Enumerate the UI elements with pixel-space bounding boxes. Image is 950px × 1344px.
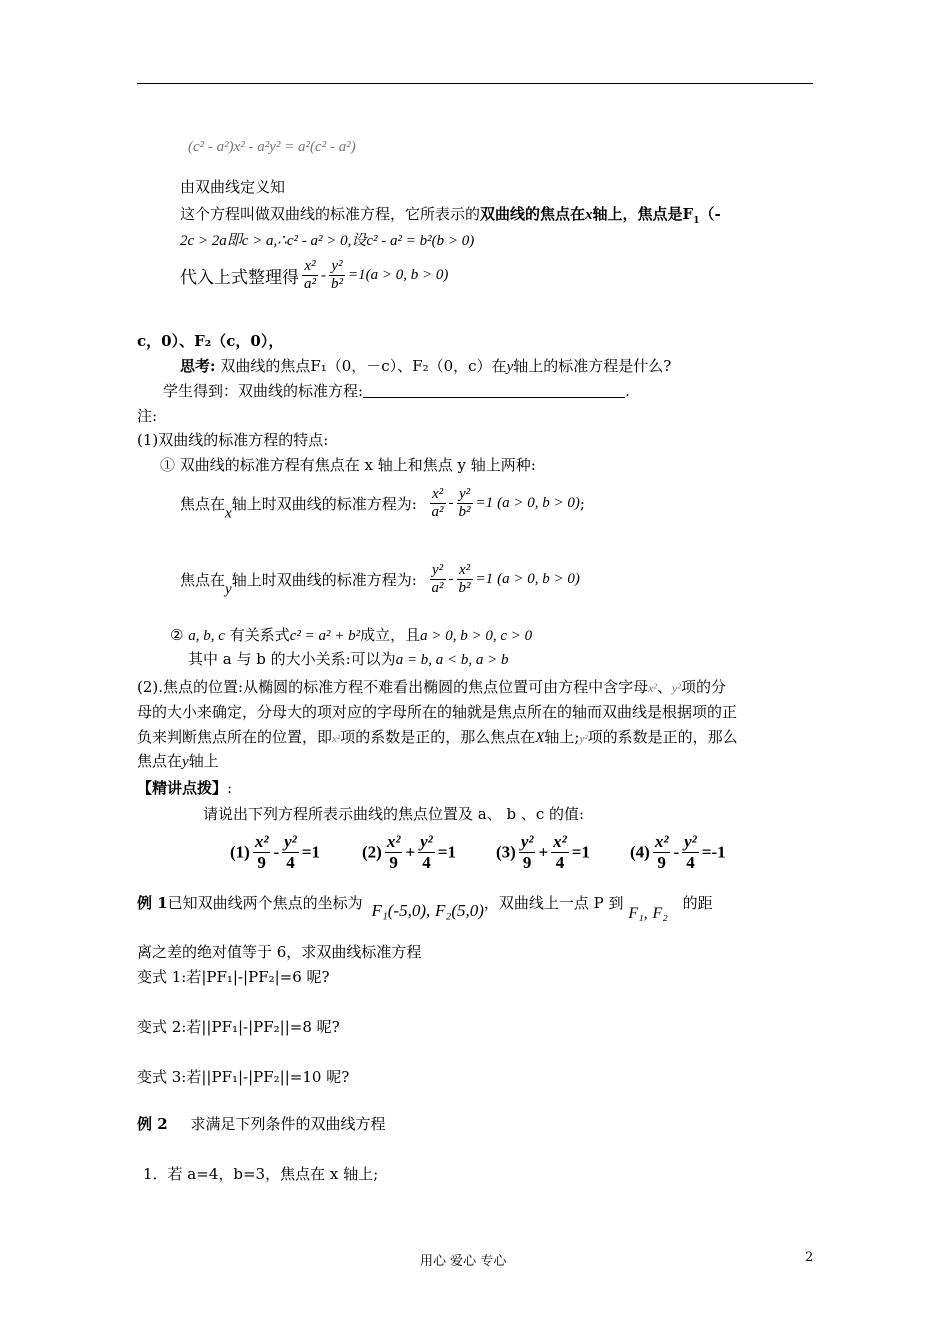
fraction-x2-a2: $\frac{\text{x²}}{\text{a²}}$ [304, 258, 316, 292]
item2b-relation: a = b, a < b, a > b [395, 652, 509, 668]
note2-line3-y: y² [579, 733, 588, 745]
eq-label: (1) [230, 842, 250, 862]
eq-fraction: $\frac{\text{x²}}{9}$ [254, 832, 269, 872]
para-bold3: （- [699, 205, 721, 223]
variant-2: 变式 2:若||PF₁|-|PF₂||=8 呢? [137, 1018, 340, 1036]
think-question [180, 355, 671, 376]
item2-prefix: ② [170, 626, 184, 644]
yfocus-text: 焦点在 [180, 571, 226, 589]
note2-line4-y: y [182, 754, 189, 770]
paragraph-standard-equation [180, 203, 721, 226]
equation-4 [630, 832, 726, 873]
eq-label: (2) [362, 842, 382, 862]
para-text: 这个方程叫做双曲线的标准方程，它所表示的 [180, 205, 481, 223]
eq-fraction: $\frac{\text{y²}}{4}$ [420, 832, 433, 872]
eq-fraction: $\frac{\text{x²}}{9}$ [386, 832, 401, 872]
answer-blank[interactable] [363, 383, 625, 398]
note2-y2: y² [672, 681, 681, 695]
eq-rhs: =1 [301, 842, 320, 862]
example-1-line2: 离之差的绝对值等于 6，求双曲线标准方程 [137, 943, 422, 961]
yfocus-eq: =1 [475, 571, 494, 587]
footer-center: 用心 爱心 专心 [420, 1254, 507, 1269]
note2-line3-x: x² [332, 733, 341, 745]
focus-f2: F₂(5,0) [435, 901, 484, 920]
para-bold2: 轴上，焦点是F [592, 205, 694, 223]
example-1 [137, 892, 713, 923]
note2-line2: 母的大小来确定，分母大的项对应的字母所在的轴就是焦点所在的轴而双曲线是根据项的正 [137, 703, 738, 721]
item2b-text: 其中 a 与 b 的大小关系:可以为 [188, 650, 396, 668]
eq-rhs: =1 [437, 842, 456, 862]
example-2-text: 求满足下列条件的双曲线方程 [190, 1115, 386, 1133]
note2-line3-b: 项的系数是正的，那么焦点在 [340, 728, 536, 746]
eq-label: (4) [630, 842, 650, 862]
eq-fraction: $\frac{\text{x²}}{4}$ [553, 832, 567, 872]
yfocus-cond: (a > 0, b > 0) [497, 571, 580, 587]
xfocus-text: 焦点在 [180, 495, 226, 513]
equation-2 [362, 832, 456, 873]
yfocus-text2: 轴上时双曲线的标准方程为: [231, 571, 417, 589]
substitute-prefix: 代入上式整理得 [180, 268, 299, 287]
yfocus-var: y [225, 581, 232, 598]
para-bold-var: x [585, 207, 593, 223]
xfocus-text2: 轴上时双曲线的标准方程为: [231, 495, 417, 513]
eq-op: + [405, 842, 416, 862]
variant-3: 变式 3:若||PF₁|-|PF₂||=10 呢? [137, 1068, 350, 1086]
note2-line4-a: 焦点在 [137, 752, 183, 770]
equation-substitute [180, 258, 448, 293]
focus-f2b: F₂ [652, 905, 668, 922]
note2-sep: 、 [657, 678, 673, 696]
note2-text-a: (2).焦点的位置:从椭圆的标准方程不难看出椭圆的焦点位置可由方程中含字母 [137, 678, 649, 696]
definition-intro: 由双曲线定义知 [180, 178, 286, 196]
note1-item1: ① 双曲线的标准方程有焦点在 x 轴上和焦点 y 轴上两种: [160, 456, 536, 474]
example-1-label: 例 1 [137, 894, 168, 912]
note2-line3-X: X [535, 730, 545, 746]
item2-vars: a, b, c [188, 628, 225, 644]
foci-continuation: c，0）、F₂（c，0）， [137, 332, 284, 350]
note1-title: (1)双曲线的标准方程的特点: [137, 431, 329, 449]
equation-1 [230, 832, 320, 873]
section-label: 【精讲点拨】 [137, 779, 228, 797]
think-label: 思考: [180, 357, 216, 375]
note2-line4-b: 轴上 [188, 752, 219, 770]
note2-line3-d: 项的系数是正的，那么 [587, 728, 738, 746]
example-1-text2: ，双曲线上一点 P 到 [483, 894, 624, 912]
equation-expanded: (c² - a²)x² - a²y² = a²(c² - a²) [188, 139, 356, 155]
header-rule [137, 83, 813, 84]
eq-fraction: $\frac{\text{y²}}{9}$ [520, 832, 534, 872]
example-2-label: 例 2 [137, 1115, 168, 1133]
note2-line4 [137, 750, 219, 771]
xfocus-cond: (a > 0, b > 0) [497, 495, 580, 511]
page-number: 2 [805, 1250, 814, 1265]
minus-sign: - [321, 267, 326, 284]
section-heading [137, 777, 232, 798]
eq-op: - [273, 842, 280, 862]
note2-line3 [137, 726, 738, 747]
para-bold-sub: 1 [693, 216, 700, 226]
section-colon: : [227, 779, 233, 797]
example-1-text: 已知双曲线两个焦点的坐标为 [167, 894, 363, 912]
item2-relation: c² = a² + b² [289, 628, 361, 644]
eq-fraction: $\frac{\text{x²}}{9}$ [654, 832, 669, 872]
fraction-y2-a2: $\frac{\text{y²}}{\text{a²}}$ [431, 562, 444, 596]
note1-item2 [170, 624, 532, 645]
think-var: y [506, 359, 514, 375]
fraction-x2-b2: $\frac{\text{x²}}{\text{b²}}$ [458, 562, 471, 596]
fraction-x2-a2: $\frac{\text{x²}}{\text{a²}}$ [431, 486, 444, 520]
example-2-item1: 1．若 a=4，b=3，焦点在 x 轴上; [143, 1165, 379, 1183]
eq-op: + [538, 842, 549, 862]
eq-label: (3) [496, 842, 516, 862]
variant-1: 变式 1:若|PF₁|-|PF₂|=6 呢? [137, 968, 330, 986]
student-end: . [625, 382, 630, 400]
focus-f1: F₁(-5,0), [371, 901, 431, 920]
note2-text-b: 项的分 [680, 678, 726, 696]
note1-item2b [188, 648, 509, 669]
note-label: 注: [137, 407, 158, 425]
item2-cond: a > 0, b > 0, c > 0 [420, 628, 533, 644]
note2-line3-c: 轴上; [544, 728, 580, 746]
fraction-y2-b2: $\frac{\text{y²}}{\text{b²}}$ [458, 486, 471, 520]
equation-3 [496, 832, 590, 873]
fraction-y2-b2: $\frac{\text{y²}}{\text{b²}}$ [331, 258, 343, 292]
note2-line1 [137, 676, 726, 697]
focus-f1b: F₁, [628, 905, 648, 922]
xfocus-eq: =1 [475, 495, 494, 511]
para-bold: 双曲线的焦点在 [480, 205, 586, 223]
xfocus-var: x [225, 505, 232, 522]
substitute-rest: =1(a > 0, b > 0) [348, 267, 449, 283]
example-1-text3: 的距 [682, 894, 713, 912]
eq-fraction: $\frac{\text{y²}}{4}$ [684, 832, 697, 872]
y-focus-equation: 焦点在y轴上时双曲线的标准方程为: $\frac{\text{y²}}{\text{a²}}$ - $\frac{\text{x²}}{\text{b²}}$ =1 (a > 0, b > 0) [180, 562, 580, 598]
eq-rhs: =1 [571, 842, 590, 862]
student-text: 学生得到：双曲线的标准方程: [163, 382, 364, 400]
eq-op: - [673, 842, 680, 862]
think-text: 双曲线的焦点F₁（0，－c）、F₂（0，c）在 [220, 357, 507, 375]
item2-text2: 成立，且 [360, 626, 421, 644]
note2-line3-a: 负来判断焦点所在的位置，即 [137, 728, 333, 746]
x-focus-equation: 焦点在x轴上时双曲线的标准方程为: $\frac{\text{x²}}{\text{a²}}$ - $\frac{\text{y²}}{\text{b²}}$ =1 (a > 0, b > 0); [180, 486, 585, 522]
item2-text: 有关系式 [229, 626, 290, 644]
note2-x2: x² [648, 681, 658, 695]
eq-rhs: =-1 [701, 842, 726, 862]
think-text2: 轴上的标准方程是什么? [513, 357, 672, 375]
student-answer [163, 380, 630, 401]
equation-c-gt-a: 2c > 2a即c > a,∴c² - a² > 0,设c² - a² = b²(b > 0) [180, 233, 475, 249]
ask-text: 请说出下列方程所表示曲线的焦点位置及 a、 b 、c 的值: [203, 805, 585, 823]
eq-fraction: $\frac{\text{y²}}{4}$ [284, 832, 297, 872]
example-2 [137, 1113, 385, 1134]
xfocus-end: ; [579, 494, 585, 513]
